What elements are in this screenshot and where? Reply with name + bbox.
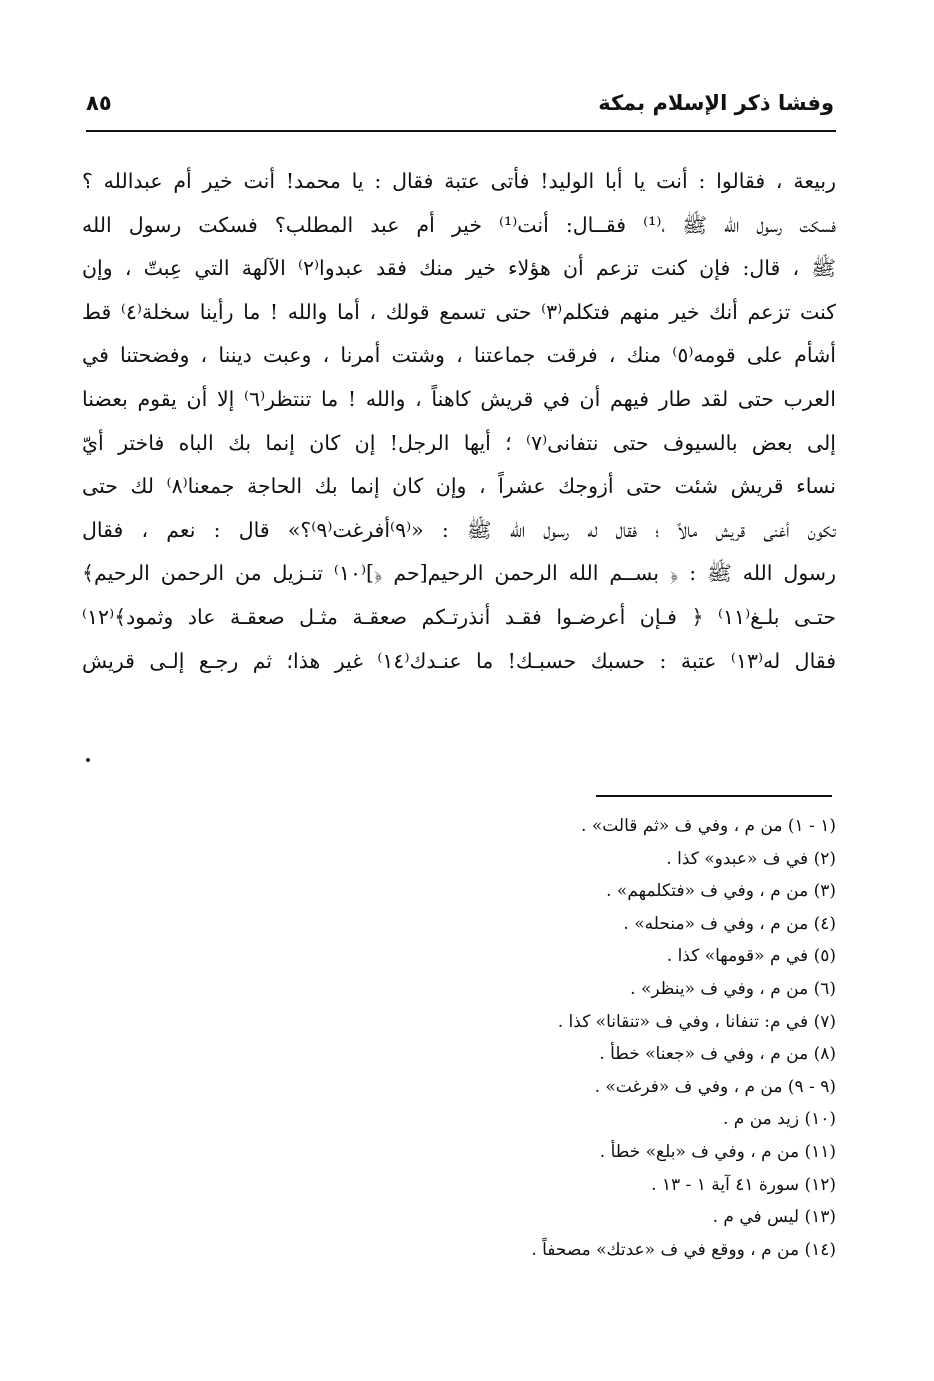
footnote: (١ - ١) من م ، وفي ف «ثم قالت» . — [581, 816, 836, 836]
footnotes — [336, 810, 836, 1266]
footnote: (٤) من م ، وفي ف «منحله» . — [623, 913, 836, 934]
footnote: (١٢) سورة ٤١ آية ١ - ١٣ . — [651, 1174, 836, 1195]
body-line: كنت تزعم أنك خير منهم فتكلم⁽٣⁾ حتى تسمع قولك ، أما والله ! ما رأينا سخلة⁽٤⁾ قط — [82, 299, 836, 324]
header-rule — [86, 130, 836, 132]
footnote: (٧) في م: تنفانا ، وفي ف «تنقانا» كذا . — [557, 1011, 836, 1032]
footnote: (١٣) ليس في م . — [712, 1207, 836, 1228]
footnote-rule — [596, 795, 832, 797]
print-speck — [86, 758, 90, 762]
body-line: فقال له⁽١٣⁾ عتبة : حسبك حسبـك! ما عنـدك⁽١٤⁾ غير هذا؛ ثم رجـع إلـى قريش — [82, 648, 836, 673]
body-line: فسكت رسول الله ﷺ ،⁽¹⁾ فقــال: أنت⁽¹⁾ خير أم عبد المطلب؟ فسكت رسول الله — [82, 212, 836, 237]
body-line: تكون أغنى قريش مالاً ؛ فقال له رسول الله ﷺ : «⁽٩⁾أفرغت⁽٩⁾؟» قال : نعم ، فقال — [82, 517, 836, 542]
footnote: (٦) من م ، وفي ف «ينظر» . — [630, 978, 836, 999]
footnote: (١١) من م ، وفي ف «بلع» خطأ . — [599, 1141, 836, 1162]
footnote: (٩ - ٩) من م ، وفي ف «فرغت» . — [594, 1076, 836, 1097]
body-line: العرب حتى لقد طار فيهم أن في قريش كاهناً ، والله ! ما تنتظر⁽٦⁾ إلا أن يقوم بعضنا — [82, 386, 836, 411]
body-line: أشأم على قومه⁽٥⁾ منك ، فرقت جماعتنا ، وشتت أمرنا ، وعبت ديننا ، وفضحتنا في — [82, 343, 836, 368]
page-number: ٨٥ — [86, 91, 112, 115]
body-line: إلى بعض بالسيوف حتى نتفانى⁽٧⁾ ؛ أيها الرجل! إن كان إنما بك الباه فاختر أيّ — [82, 430, 836, 455]
running-title: وفشا ذكر الإسلام بمكة — [598, 91, 834, 115]
body-line: نساء قريش شئت حتى أزوجك عشراً ، وإن كان إنما بك الحاجة جمعنا⁽٨⁾ لك حتى — [82, 474, 836, 499]
body-line: حتـى بلـغ⁽١١⁾ ﴿ فـإن أعرضـوا فقـد أنذرتـكم صعقـة مثـل صعقـة عاد وثمود﴾⁽١٢⁾ — [82, 604, 836, 629]
footnote: (١٠) زيد من م . — [723, 1109, 836, 1130]
body-line: ﷺ ، قال: فإن كنت تزعم أن هؤلاء خير منك فقد عبدوا⁽٢⁾ الآلهة التي عِبتّ ، وإن — [82, 256, 836, 281]
footnote: (٣) من م ، وفي ف «فتكلمهم» . — [606, 881, 836, 902]
body-text — [82, 160, 836, 683]
footnote: (٢) في ف «عبدو» كذا . — [666, 848, 836, 869]
footnote: (١٤) من م ، ووقع في ف «عدتك» مصحفاً . — [531, 1239, 836, 1260]
footnote: (٥) في م «قومها» كذا . — [666, 946, 836, 967]
body-line: ربيعة ، فقالوا : أنت يا أبا الوليد! فأتى عتبة فقال : يا محمد! أنت خير أم عبدالله ؟ — [82, 169, 836, 193]
body-line: رسول الله ﷺ : ﴿ بســم الله الرحمن الرحيم[حم ﴿]⁽١٠⁾ تنـزيل من الرحمن الرحيم﴾ — [82, 561, 836, 586]
footnote: (٨) من م ، وفي ف «جعنا» خطأ . — [599, 1044, 836, 1065]
page-header — [86, 88, 834, 128]
